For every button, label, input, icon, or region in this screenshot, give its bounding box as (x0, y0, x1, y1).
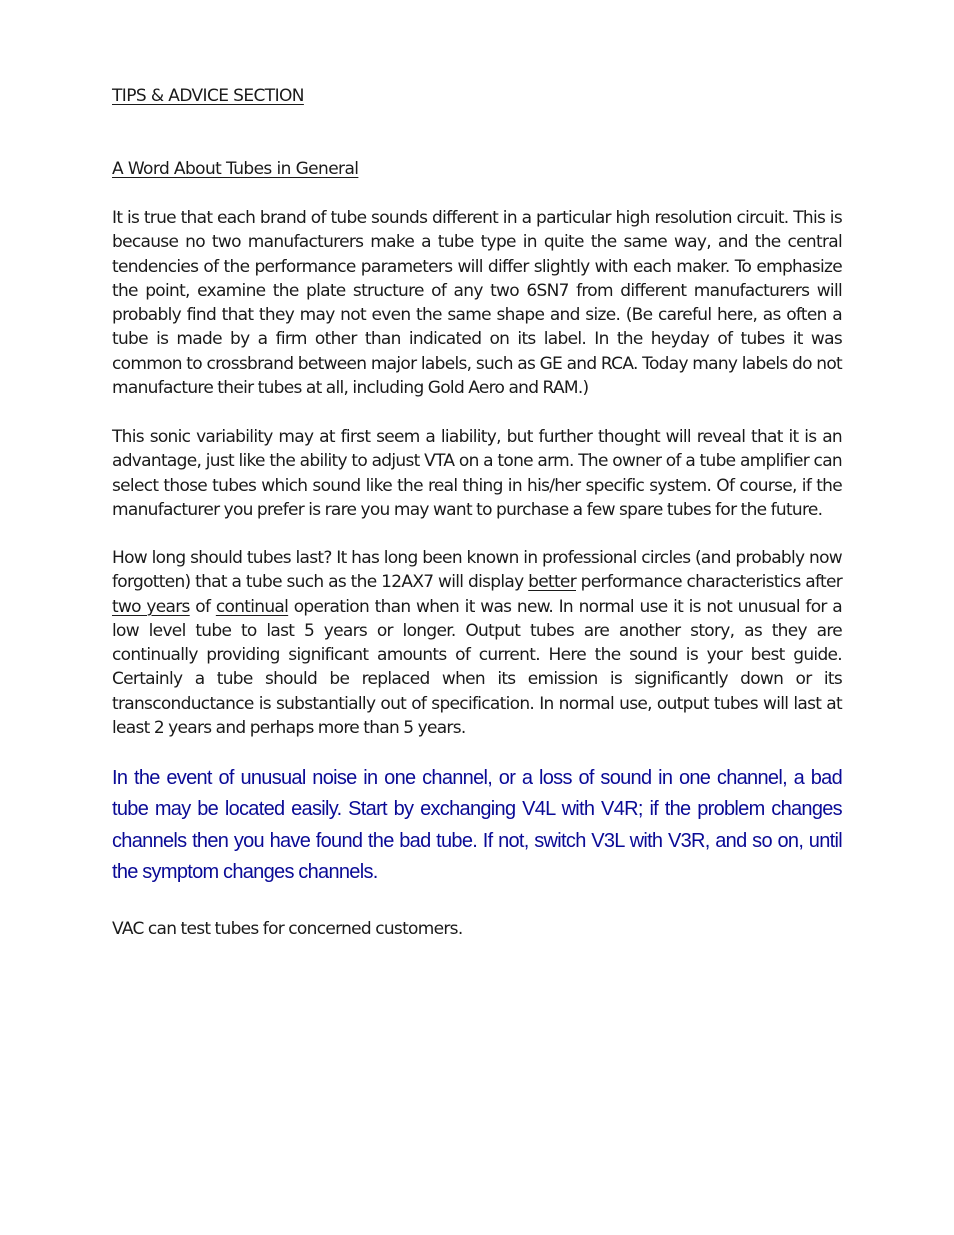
closing-line: VAC can test tubes for concerned customers. (112, 919, 463, 939)
underlined-two-years: two years (112, 596, 190, 617)
subheading: A Word About Tubes in General (112, 159, 359, 179)
lifespan-text-1: How long should tubes last? It has long been known in professional circles (and probably now forgotten) that a tube such as the 12AX7 will display (112, 548, 842, 593)
paragraph-tube-lifespan (112, 546, 842, 740)
underlined-continual: continual (215, 596, 289, 617)
paragraph-tube-brands: It is true that each brand of tube sounds different in a particular high resolution circuit. This is because no two manufacturers make a tube type in quite the same way, and the central tendencies of the performance parameters will differ slightly with each maker. To emphasize the point, examine the plate structure of any two 6SN7 from different manufacturers will probably find that they may not even the same shape and size. (Be careful here, as often a tube is made by a firm other than indicated on its label. In the heyday of tubes it was common to crossbrand between major labels, such as GE and RCA. Today many labels do not manufacture their tubes at all, including Gold Aero and RAM.) (112, 208, 842, 399)
highlight-paragraph-bad-tube: In the event of unusual noise in one channel, or a loss of sound in one channel, a bad tube may be located easily. Start by exchanging V4L with V4R; if the problem changes channels then you have found the bad tube. If not, switch V3L with V3R, and so on, until the symptom changes channels. (112, 767, 842, 883)
lifespan-text-3: of (189, 596, 216, 617)
underlined-better: better (528, 572, 576, 593)
paragraph-sonic-variability: This sonic variability may at first seem a liability, but further thought will reveal that it is an advantage, just like the ability to adjust VTA on a tone arm. The owner of a tube amplifier can select those tubes which sound like the real thing in his/her specific system. Of course, if the manufacturer you prefer is rare you may want to purchase a few spare tubes for the future. (112, 427, 842, 520)
section-title: TIPS & ADVICE SECTION (112, 86, 304, 106)
lifespan-text-4: operation than when it was new. In normal use it is not unusual for a low level tube to last 5 years or longer. Output tubes are another story, as they are continually providing significant amounts of current. Here the sound is your best guide. Certainly a tube should be replaced when its emission is significantly down or its transconductance is substantially out of specification. In normal use, output tubes will last at least 2 years and perhaps more than 5 years. (112, 596, 842, 739)
lifespan-text-2: performance characteristics after (576, 572, 842, 593)
